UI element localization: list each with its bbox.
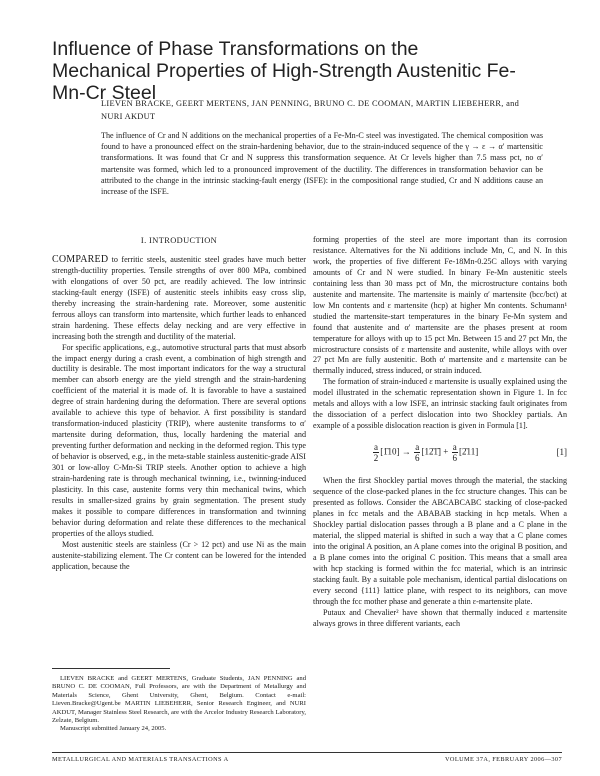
- issue-and-page: VOLUME 37A, FEBRUARY 2006—307: [444, 756, 562, 763]
- intro-paragraph-7: Putaux and Chevalier² have shown that thermally induced ε martensite always grows in three different variants, each: [313, 607, 567, 628]
- intro-paragraph-6: When the first Shockley partial moves through the material, the stacking sequence of the close-packed planes in the fcc structure changes. This can be presented as follows. Consider the ABCABCABC stacking of close-packed planes in fcc metals and the ABABAB stacking in hcp metals. When a Shockley partial dislocation passes through a B plane and a C plane in the material, the slipped material is shifted in such a way that a C plane comes into the original A position, an A plane comes into the original B position, and a B plane comes into the original C position. This means that a small area with hcp stacking is formed within the fcc material, which is an intrinsic stacking fault. By a suitable pole mechanism, identical partial dislocations on every second {111} lattice plane, with respect to its neighbors, can move through the fcc mother phase and generate a thin ε-martensite plate.: [313, 476, 567, 606]
- intro-paragraph-5: The formation of strain-induced ε martensite is usually explained using the model illustrated in the schematic representation shown in Figure 1. In fcc metals and alloys with a low ISFE, an intrinsic stacking fault originates from the dissociation of a perfect dislocation into two Shockley partials. An example of a possible dislocation reaction is given in Formula [1].: [313, 377, 567, 431]
- author-list: LIEVEN BRACKE, GEERT MERTENS, JAN PENNING, BRUNO C. DE COOMAN, MARTIN LIEBEHERR, and NURI AKDUT: [101, 99, 520, 121]
- fraction-a-over-6-second: $\frac{a}{6}$: [452, 441, 458, 463]
- formula-1: [313, 436, 567, 468]
- left-column: [52, 236, 306, 573]
- footnote-affiliations: LIEVEN BRACKE and GEERT MERTENS, Graduate Students, JAN PENNING and BRUNO C. DE COOMAN, Full Professors, are with the Department of Metallurgy and Materials Science, Ghent University, Ghent, Belgium. Contact e-mail: Lieven.Bracke@Ugent.be MARTIN LIEBEHERR, Senior Research Engineer, and NURI AKDUT, Manager Stainless Steel Research, are with the Arcelor Industry Research Laboratory, Zelzate, Belgium.: [52, 675, 306, 725]
- author-footnote: [52, 675, 306, 734]
- paper-title: Influence of Phase Transformations on the Mechanical Properties of High-Strength Austenitic Fe-Mn-Cr Steel: [52, 38, 516, 104]
- intro-paragraph-2: For specific applications, e.g., automotive structural parts that must absorb the impact energy during a crash event, a combination of high strength and ductility is desirable. The most important indicators for the way a structural member can absorb energy are the yield strength and the strain-hardening coefficient of the material it is made of. It is favorable to have a sustained degree of strain hardening during the deformation. There are several options available to achieve this type of behavior. A first possibility is standard transformation-induced plasticity (TRIP), where austenite transforms to α′ martensite during deformation, thus, locally hardening the material and preventing further deformation and necking in the deformed region. This type of behavior is observed, e.g., in the meta-stable stainless austenitic-grade AISI 301 or low-alloy C-Mn-Si TRIP steels. Another option to achieve a high strain-hardening rate is through mechanical twinning, i.e., twinning-induced plasticity. In this case, austenite forms very thin mechanical twins, which results in smaller-sized grains by grain segmentation. The present study makes it possible to compare differences in transformation and twinning behavior during deformation and relate these differences to the mechanical properties of the alloys studied.: [52, 342, 306, 538]
- fraction-a-over-6-first: $\frac{a}{6}$: [414, 441, 420, 463]
- right-column: [313, 235, 567, 630]
- footnote-submission-date: Manuscript submitted January 24, 2005.: [60, 725, 167, 733]
- burgers-vector-1: [1̄10]: [380, 446, 400, 457]
- lead-word: COMPARED: [52, 253, 109, 265]
- burgers-vector-3: [2̄11]: [459, 446, 479, 457]
- plus-sign: +: [440, 446, 451, 457]
- abstract-text: The influence of Cr and N additions on the mechanical properties of a Fe-Mn-C steel was investigated. The chemical composition was found to have a pronounced effect on the strain-hardening behavior, due to the strain-induced sequence of the γ → ε → α′ martensitic transformations. It was found that Cr and N suppress this transformation sequence. At Cr levels higher than 7.5 mass pct, no α′ martensite was formed, which led to a pronounced improvement of the ductility. The differences in transformation behavior can be attributed to the change in the intrinsic stacking-fault energy (ISFE): in the compositional range studied, Cr and N additions cause an increase of the ISFE.: [101, 131, 543, 197]
- burgers-vector-2: [12̄1̄]: [421, 446, 441, 457]
- journal-name: METALLURGICAL AND MATERIALS TRANSACTIONS A: [52, 756, 229, 763]
- abstract: [101, 130, 543, 197]
- intro-paragraph-4: forming properties of the steel are more important than its corrosion resistance. Alternatives for the Ni additions include Mn, C, and N. In this work, the properties of five different Fe-18Mn-0.25C alloys with varying amounts of Cr and N were studied. In binary Fe-Mn austenitic steels containing less than 30 mass pct of Mn, the microstructure contains both austenite and martensite. The martensite is mainly α′ martensite (bcc/bct) at low Mn contents and ε martensite (hcp) at higher Mn contents. Schumann¹ studied the martensite-start temperatures in the binary Fe-Mn system and found that austenite and α′ martensite are the phases present at room temperature for alloys with up to 15 pct Mn. Between 15 and 27 pct Mn, the microstructure consists of ε martensite and austenite, while alloys with over 27 pct Mn are fully austenitic. Both α′ martensite and ε martensite can be thermally induced, stress induced, or strain induced.: [313, 235, 567, 376]
- section-heading-introduction: I. INTRODUCTION: [140, 236, 218, 245]
- formula-number: [1]: [556, 446, 567, 457]
- reaction-arrow: →: [399, 446, 413, 457]
- intro-paragraph-3: Most austenitic steels are stainless (Cr > 12 pct) and use Ni as the main austenite-stabilizing element. The Cr content can be lowered for the intended application, because the: [52, 539, 306, 571]
- intro-paragraph-1-text: to ferritic steels, austenitic steel grades have much better strength-ductility properties. Tensile strengths of over 800 MPa, combined with elongations of over 50 pct, are readily achieved. The low intrinsic stacking-fault energy (ISFE) of austenitic steels inhibits easy cross slip, thereby increasing the strain-hardening rate. Moreover, some austenitic ferrous alloys can transform into martensite, which further leads to enhanced strain hardening. These effects delay necking and are very effective in increasing both the strength and ductility of the material.: [52, 254, 306, 341]
- footnote-divider: [52, 668, 170, 669]
- intro-paragraph-1: [52, 255, 306, 343]
- formula-expression: [313, 442, 537, 463]
- fraction-a-over-2: $\frac{a}{2}$: [373, 441, 379, 463]
- footer-divider: [52, 752, 562, 753]
